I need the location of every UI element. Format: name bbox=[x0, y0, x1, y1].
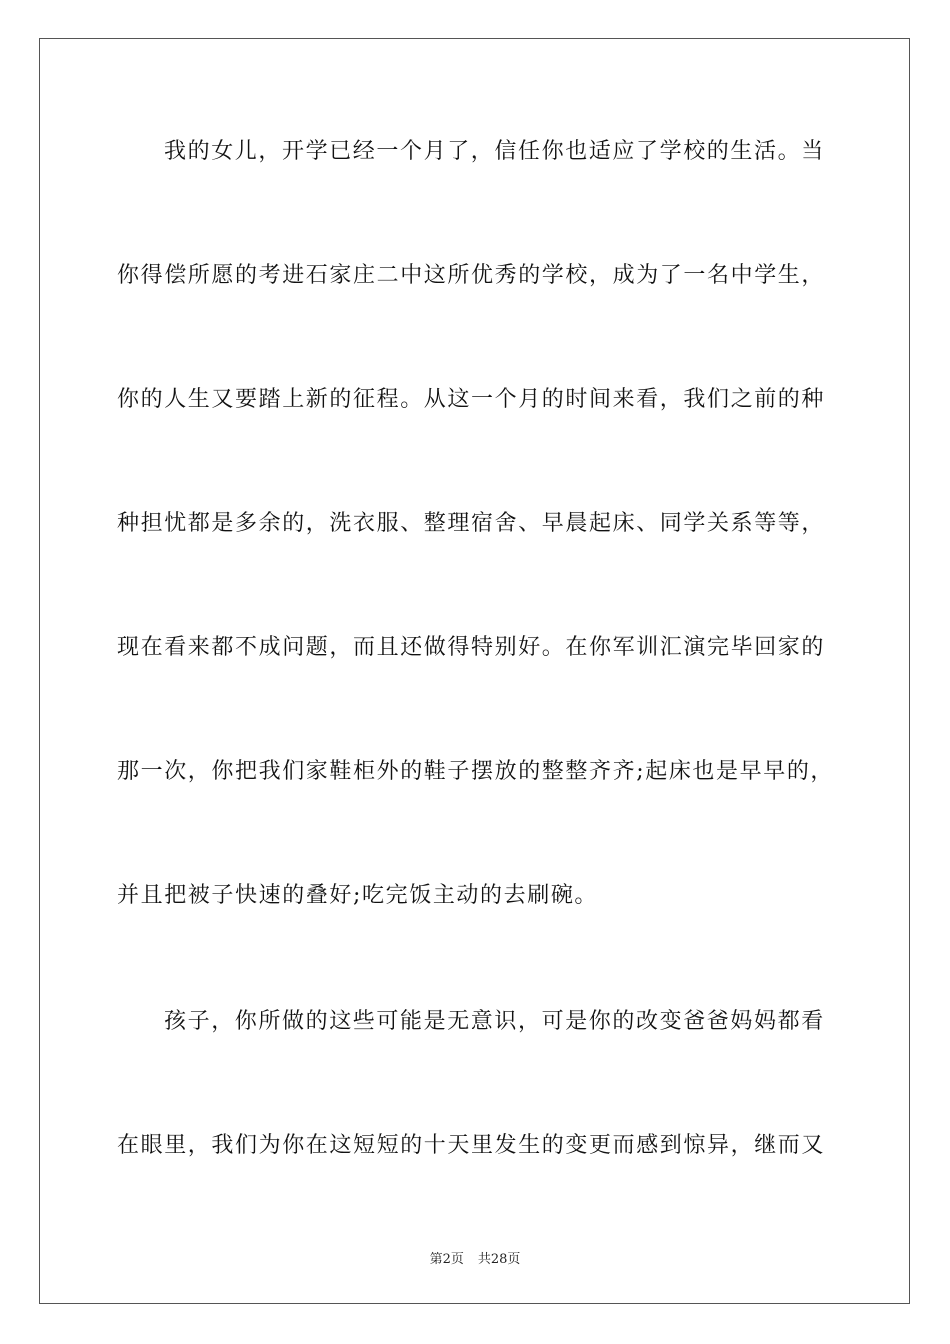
paragraph-2-line-1: 孩子，你所做的这些可能是无意识，可是你的改变爸爸妈妈都看 bbox=[164, 1009, 825, 1034]
paragraph-2-line-2: 在眼里，我们为你在这短短的十天里发生的变更而感到惊异，继而又 bbox=[117, 1133, 826, 1158]
page-border bbox=[39, 38, 910, 1304]
paragraph-1-line-7: 并且把被子快速的叠好;吃完饭主动的去刷碗。 bbox=[117, 883, 599, 908]
paragraph-1-line-3: 你的人生又要踏上新的征程。从这一个月的时间来看，我们之前的种 bbox=[117, 387, 826, 412]
paragraph-1-line-6: 那一次，你把我们家鞋柜外的鞋子摆放的整整齐齐;起床也是早早的， bbox=[117, 759, 835, 784]
page-total: 共28页 bbox=[477, 1252, 521, 1267]
paragraph-1-line-4: 种担忧都是多余的，洗衣服、整理宿舍、早晨起床、同学关系等等， bbox=[117, 511, 826, 536]
page-footer bbox=[0, 1248, 950, 1267]
paragraph-1-line-1: 我的女儿，开学已经一个月了，信任你也适应了学校的生活。当 bbox=[164, 139, 825, 164]
paragraph-1-line-2: 你得偿所愿的考进石家庄二中这所优秀的学校，成为了一名中学生， bbox=[117, 263, 826, 288]
paragraph-1-line-5: 现在看来都不成问题，而且还做得特别好。在你军训汇演完毕回家的 bbox=[117, 635, 826, 660]
page-number: 第2页 bbox=[429, 1252, 464, 1267]
